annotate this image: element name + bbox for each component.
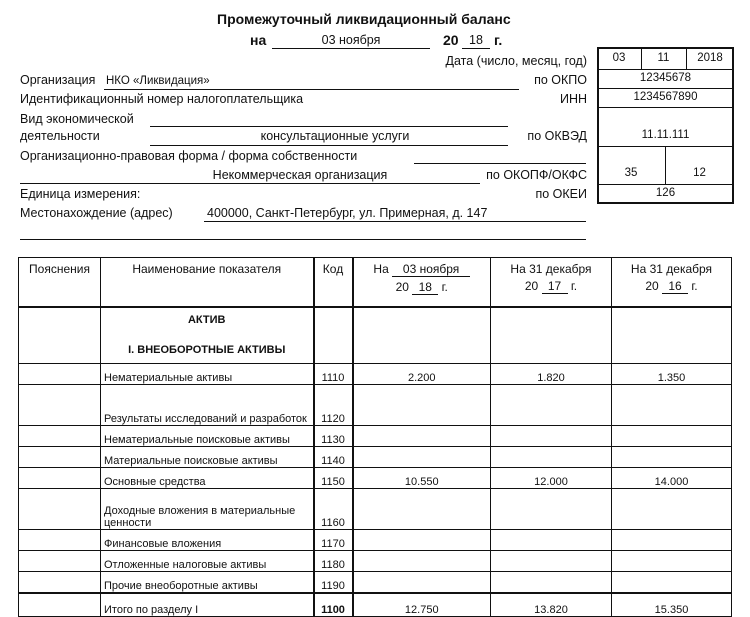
value-col3: [612, 385, 732, 426]
balance-table: [18, 257, 732, 617]
form-label: Организационно-правовая форма / форма собственности: [20, 149, 358, 163]
notes-cell: [19, 468, 101, 489]
col1-g: г.: [441, 280, 448, 294]
value-col1: [353, 551, 491, 572]
indicator-code: 1180: [314, 551, 353, 572]
value-col2: 12.000: [491, 468, 612, 489]
notes-cell: [19, 447, 101, 468]
table-row: [19, 364, 732, 385]
form-value: Некоммерческая организация: [212, 168, 388, 182]
indicator-name: Результаты исследований и разработок: [101, 385, 314, 426]
okopf-cell: 35: [624, 167, 638, 179]
header-notes: Пояснения: [19, 258, 101, 308]
year-prefix: 20: [443, 32, 459, 48]
value-col1: [353, 447, 491, 468]
indicator-code: 1120: [314, 385, 353, 426]
col2-title: На 31 декабря: [510, 262, 592, 276]
notes-cell: [19, 572, 101, 594]
notes-cell: [19, 530, 101, 551]
document-title: Промежуточный ликвидационный баланс: [217, 11, 511, 27]
header-code: Код: [314, 258, 353, 308]
table-row: [19, 385, 732, 426]
value-col1: 2.200: [353, 364, 491, 385]
value-col3: [612, 572, 732, 594]
indicator-code: 1160: [314, 489, 353, 530]
table-row: [19, 593, 732, 617]
okei-label: по ОКЕИ: [535, 187, 587, 201]
value-col1: [353, 530, 491, 551]
activity-label-1: Вид экономической: [20, 112, 134, 126]
col3-y20: 20: [645, 279, 659, 293]
date-label: Дата (число, месяц, год): [445, 54, 587, 68]
year-suffix: 18: [469, 33, 483, 47]
value-col2: [491, 447, 612, 468]
value-col3: [612, 551, 732, 572]
activity-label-2: деятельности: [20, 129, 100, 143]
okei-cell: 126: [655, 187, 676, 199]
indicator-name: Прочие внеоборотные активы: [101, 572, 314, 594]
activity-value: консультационные услуги: [260, 129, 410, 143]
notes-cell: [19, 385, 101, 426]
okved-cell: 11.11.111: [641, 129, 690, 141]
notes-cell: [19, 426, 101, 447]
title-na: на: [250, 32, 267, 48]
indicator-name: Доходные вложения в материальные ценности: [101, 489, 314, 530]
value-col1: [353, 572, 491, 594]
value-col3: 14.000: [612, 468, 732, 489]
okved-label: по ОКВЭД: [527, 129, 587, 143]
table-row: [19, 426, 732, 447]
address-label: Местонахождение (адрес): [20, 206, 173, 220]
indicator-name: Нематериальные активы: [101, 364, 314, 385]
value-col1: 10.550: [353, 468, 491, 489]
notes-cell: [19, 551, 101, 572]
col2-g: г.: [570, 279, 578, 293]
indicator-name: Нематериальные поисковые активы: [101, 426, 314, 447]
value-col2: 13.820: [491, 593, 612, 617]
col3-year: 16: [662, 279, 688, 294]
value-col1: [353, 426, 491, 447]
indicator-name: Итого по разделу I: [101, 593, 314, 617]
table-header-row: [19, 258, 732, 308]
okopf-label: по ОКОПФ/ОКФС: [486, 168, 587, 182]
col1-year: 18: [412, 280, 438, 295]
indicator-name: Финансовые вложения: [101, 530, 314, 551]
table-row: [19, 551, 732, 572]
date-day-cell: 03: [612, 52, 626, 64]
section-aktiv: АКТИВ: [187, 314, 226, 326]
indicator-name: Основные средства: [101, 468, 314, 489]
indicator-code: 1170: [314, 530, 353, 551]
year-g: г.: [494, 32, 503, 48]
col2-year: 17: [542, 279, 568, 294]
notes-cell: [19, 593, 101, 617]
okfs-cell: 12: [693, 167, 706, 179]
address-value: 400000, Санкт-Петербург, ул. Примерная, д. 147: [207, 206, 488, 220]
indicator-code: 1150: [314, 468, 353, 489]
value-col2: [491, 385, 612, 426]
value-col3: [612, 530, 732, 551]
okpo-label: по ОКПО: [534, 73, 587, 87]
value-col2: [491, 530, 612, 551]
indicator-code: 1130: [314, 426, 353, 447]
value-col3: [612, 447, 732, 468]
col2-y20: 20: [524, 279, 539, 293]
value-col3: 15.350: [612, 593, 732, 617]
value-col2: [491, 572, 612, 594]
indicator-name: Материальные поисковые активы: [101, 447, 314, 468]
table-row: [19, 468, 732, 489]
col3-g: г.: [691, 279, 698, 293]
header-col1: [353, 258, 491, 308]
col1-na: На: [373, 262, 389, 276]
table-row: [19, 489, 732, 530]
col1-y20: 20: [395, 280, 409, 294]
section-row: [19, 307, 732, 364]
col1-date: 03 ноября: [392, 262, 470, 277]
value-col1: [353, 385, 491, 426]
okpo-cell: 12345678: [639, 72, 692, 84]
table-row: [19, 447, 732, 468]
section-1-title: I. ВНЕОБОРОТНЫЕ АКТИВЫ: [128, 344, 286, 356]
indicator-code: 1190: [314, 572, 353, 594]
header-name: Наименование показателя: [101, 258, 314, 308]
inn-code-label: ИНН: [559, 92, 587, 106]
org-value: НКО «Ликвидация»: [106, 75, 210, 87]
indicator-code: 1140: [314, 447, 353, 468]
value-col2: [491, 551, 612, 572]
org-label: Организация: [20, 73, 96, 87]
notes-cell: [19, 489, 101, 530]
header-col3: [612, 258, 732, 308]
notes-cell: [19, 364, 101, 385]
table-row: [19, 530, 732, 551]
value-col3: 1.350: [612, 364, 732, 385]
value-col1: [353, 489, 491, 530]
value-col2: 1.820: [491, 364, 612, 385]
indicator-code: 1100: [314, 593, 353, 617]
unit-label: Единица измерения:: [20, 187, 141, 201]
value-col2: [491, 426, 612, 447]
header-col2: [491, 258, 612, 308]
value-col1: 12.750: [353, 593, 491, 617]
col3-title: На 31 декабря: [630, 262, 713, 276]
report-date: 03 ноября: [321, 33, 381, 47]
indicator-code: 1110: [314, 364, 353, 385]
value-col2: [491, 489, 612, 530]
indicator-name: Отложенные налоговые активы: [101, 551, 314, 572]
date-month-cell: 11: [657, 52, 670, 64]
inn-label: Идентификационный номер налогоплательщика: [20, 92, 304, 106]
table-row: [19, 572, 732, 594]
inn-cell: 1234567890: [633, 91, 698, 103]
value-col3: [612, 426, 732, 447]
date-year-cell: 2018: [697, 52, 723, 64]
value-col3: [612, 489, 732, 530]
